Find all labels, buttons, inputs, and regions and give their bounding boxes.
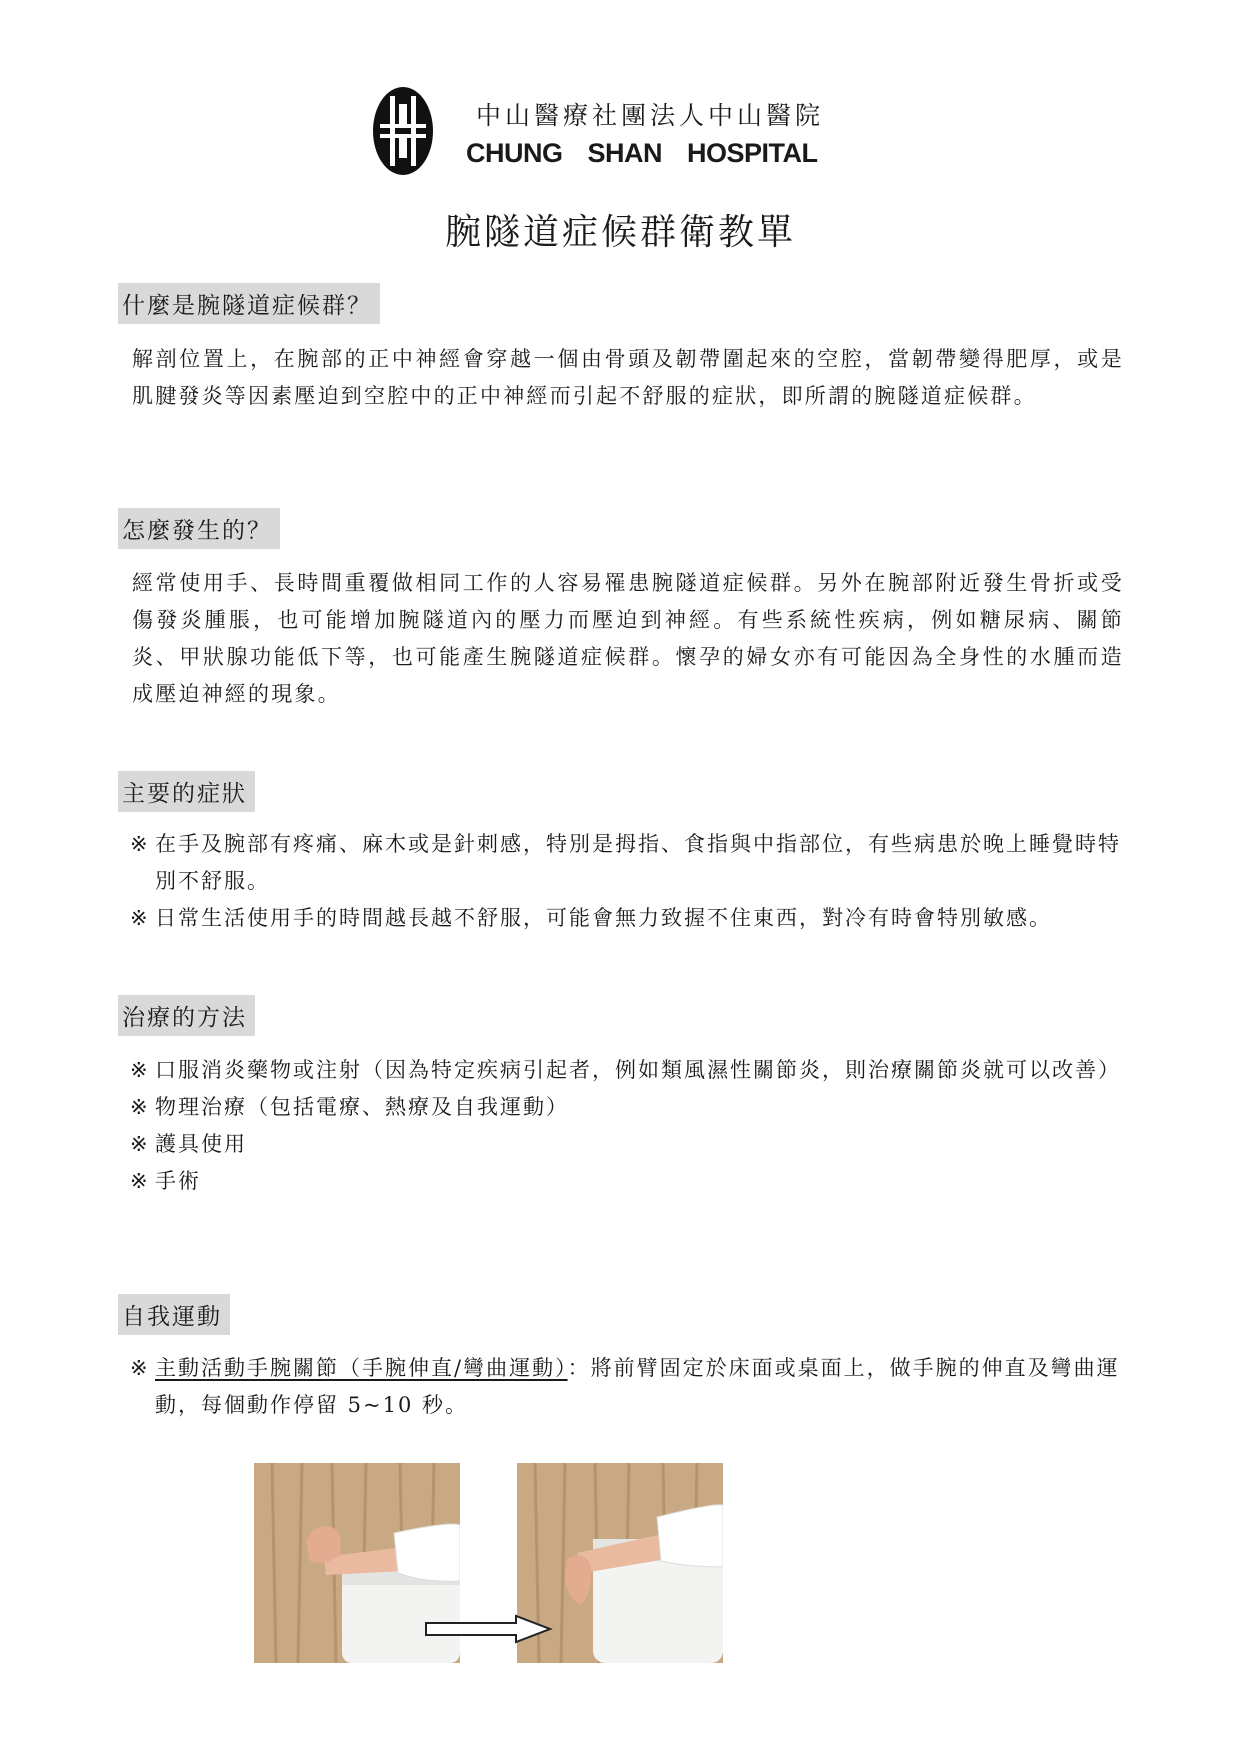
treatment-list bbox=[130, 1052, 1124, 1200]
reference-mark: ※ bbox=[130, 906, 150, 930]
section-heading-exercise: 自我運動 bbox=[118, 1294, 230, 1335]
exercise-description: ：將前臂固定於床面或桌面上，做手腕的伸直及彎曲運動，每個動作停留 5~10 秒。 bbox=[155, 1356, 1120, 1417]
org-name-zh: 中山醫療社團法人中山醫院 bbox=[476, 101, 825, 130]
document-title: 腕隧道症候群衛教單 bbox=[444, 212, 796, 253]
hospital-header bbox=[372, 86, 892, 178]
reference-mark: ※ bbox=[130, 1132, 150, 1156]
org-name-en: CHUNG SHAN HOSPITAL bbox=[466, 138, 818, 168]
section-heading-causes: 怎麼發生的？ bbox=[118, 508, 280, 549]
section-text-what-is: 解剖位置上，在腕部的正中神經會穿越一個由骨頭及韌帶圍起來的空腔，當韌帶變得肥厚，或是肌腱發炎等因素壓迫到空腔中的正中神經而引起不舒服的症狀，即所謂的腕隧道症候群。 bbox=[132, 347, 1124, 408]
reference-mark: ※ bbox=[130, 1169, 150, 1193]
section-text-causes: 經常使用手、長時間重覆做相同工作的人容易罹患腕隧道症候群。另外在腕部附近發生骨折或受傷發炎腫脹，也可能增加腕隧道內的壓力而壓迫到神經。有些系統性疾病，例如糖尿病、關節炎、甲狀腺功能低下等，也可能產生腕隧道症候群。懷孕的婦女亦有可能因為全身性的水腫而造成壓迫神經的現象。 bbox=[132, 571, 1124, 706]
reference-mark: ※ bbox=[130, 1356, 150, 1380]
list-item: ※ 手術 bbox=[130, 1163, 1124, 1200]
list-item bbox=[130, 1350, 1124, 1424]
section-heading-what-is: 什麼是腕隧道症候群？ bbox=[118, 283, 380, 324]
section-heading-treatment: 治療的方法 bbox=[118, 995, 255, 1036]
exercise-list bbox=[130, 1350, 1124, 1424]
reference-mark: ※ bbox=[130, 1058, 150, 1082]
list-item: ※ 護具使用 bbox=[130, 1126, 1124, 1163]
list-item: ※ 物理治療（包括電療、熱療及自我運動） bbox=[130, 1089, 1124, 1126]
section-heading-symptoms: 主要的症狀 bbox=[118, 771, 255, 812]
reference-mark: ※ bbox=[130, 832, 150, 856]
right-arrow-icon bbox=[424, 1614, 554, 1644]
list-item: ※ 在手及腕部有疼痛、麻木或是針刺感，特別是拇指、食指與中指部位，有些病患於晚上睡覺時特別不舒服。 bbox=[130, 826, 1124, 900]
list-item: ※ 口服消炎藥物或注射（因為特定疾病引起者，例如類風濕性關節炎，則治療關節炎就可以改善） bbox=[130, 1052, 1124, 1089]
hospital-logo-icon bbox=[372, 86, 434, 176]
list-item: ※ 日常生活使用手的時間越長越不舒服，可能會無力致握不住東西，對冷有時會特別敏感。 bbox=[130, 900, 1124, 937]
symptoms-list bbox=[130, 826, 1124, 937]
exercise-name: 主動活動手腕關節（手腕伸直/彎曲運動） bbox=[155, 1356, 568, 1380]
reference-mark: ※ bbox=[130, 1095, 150, 1119]
